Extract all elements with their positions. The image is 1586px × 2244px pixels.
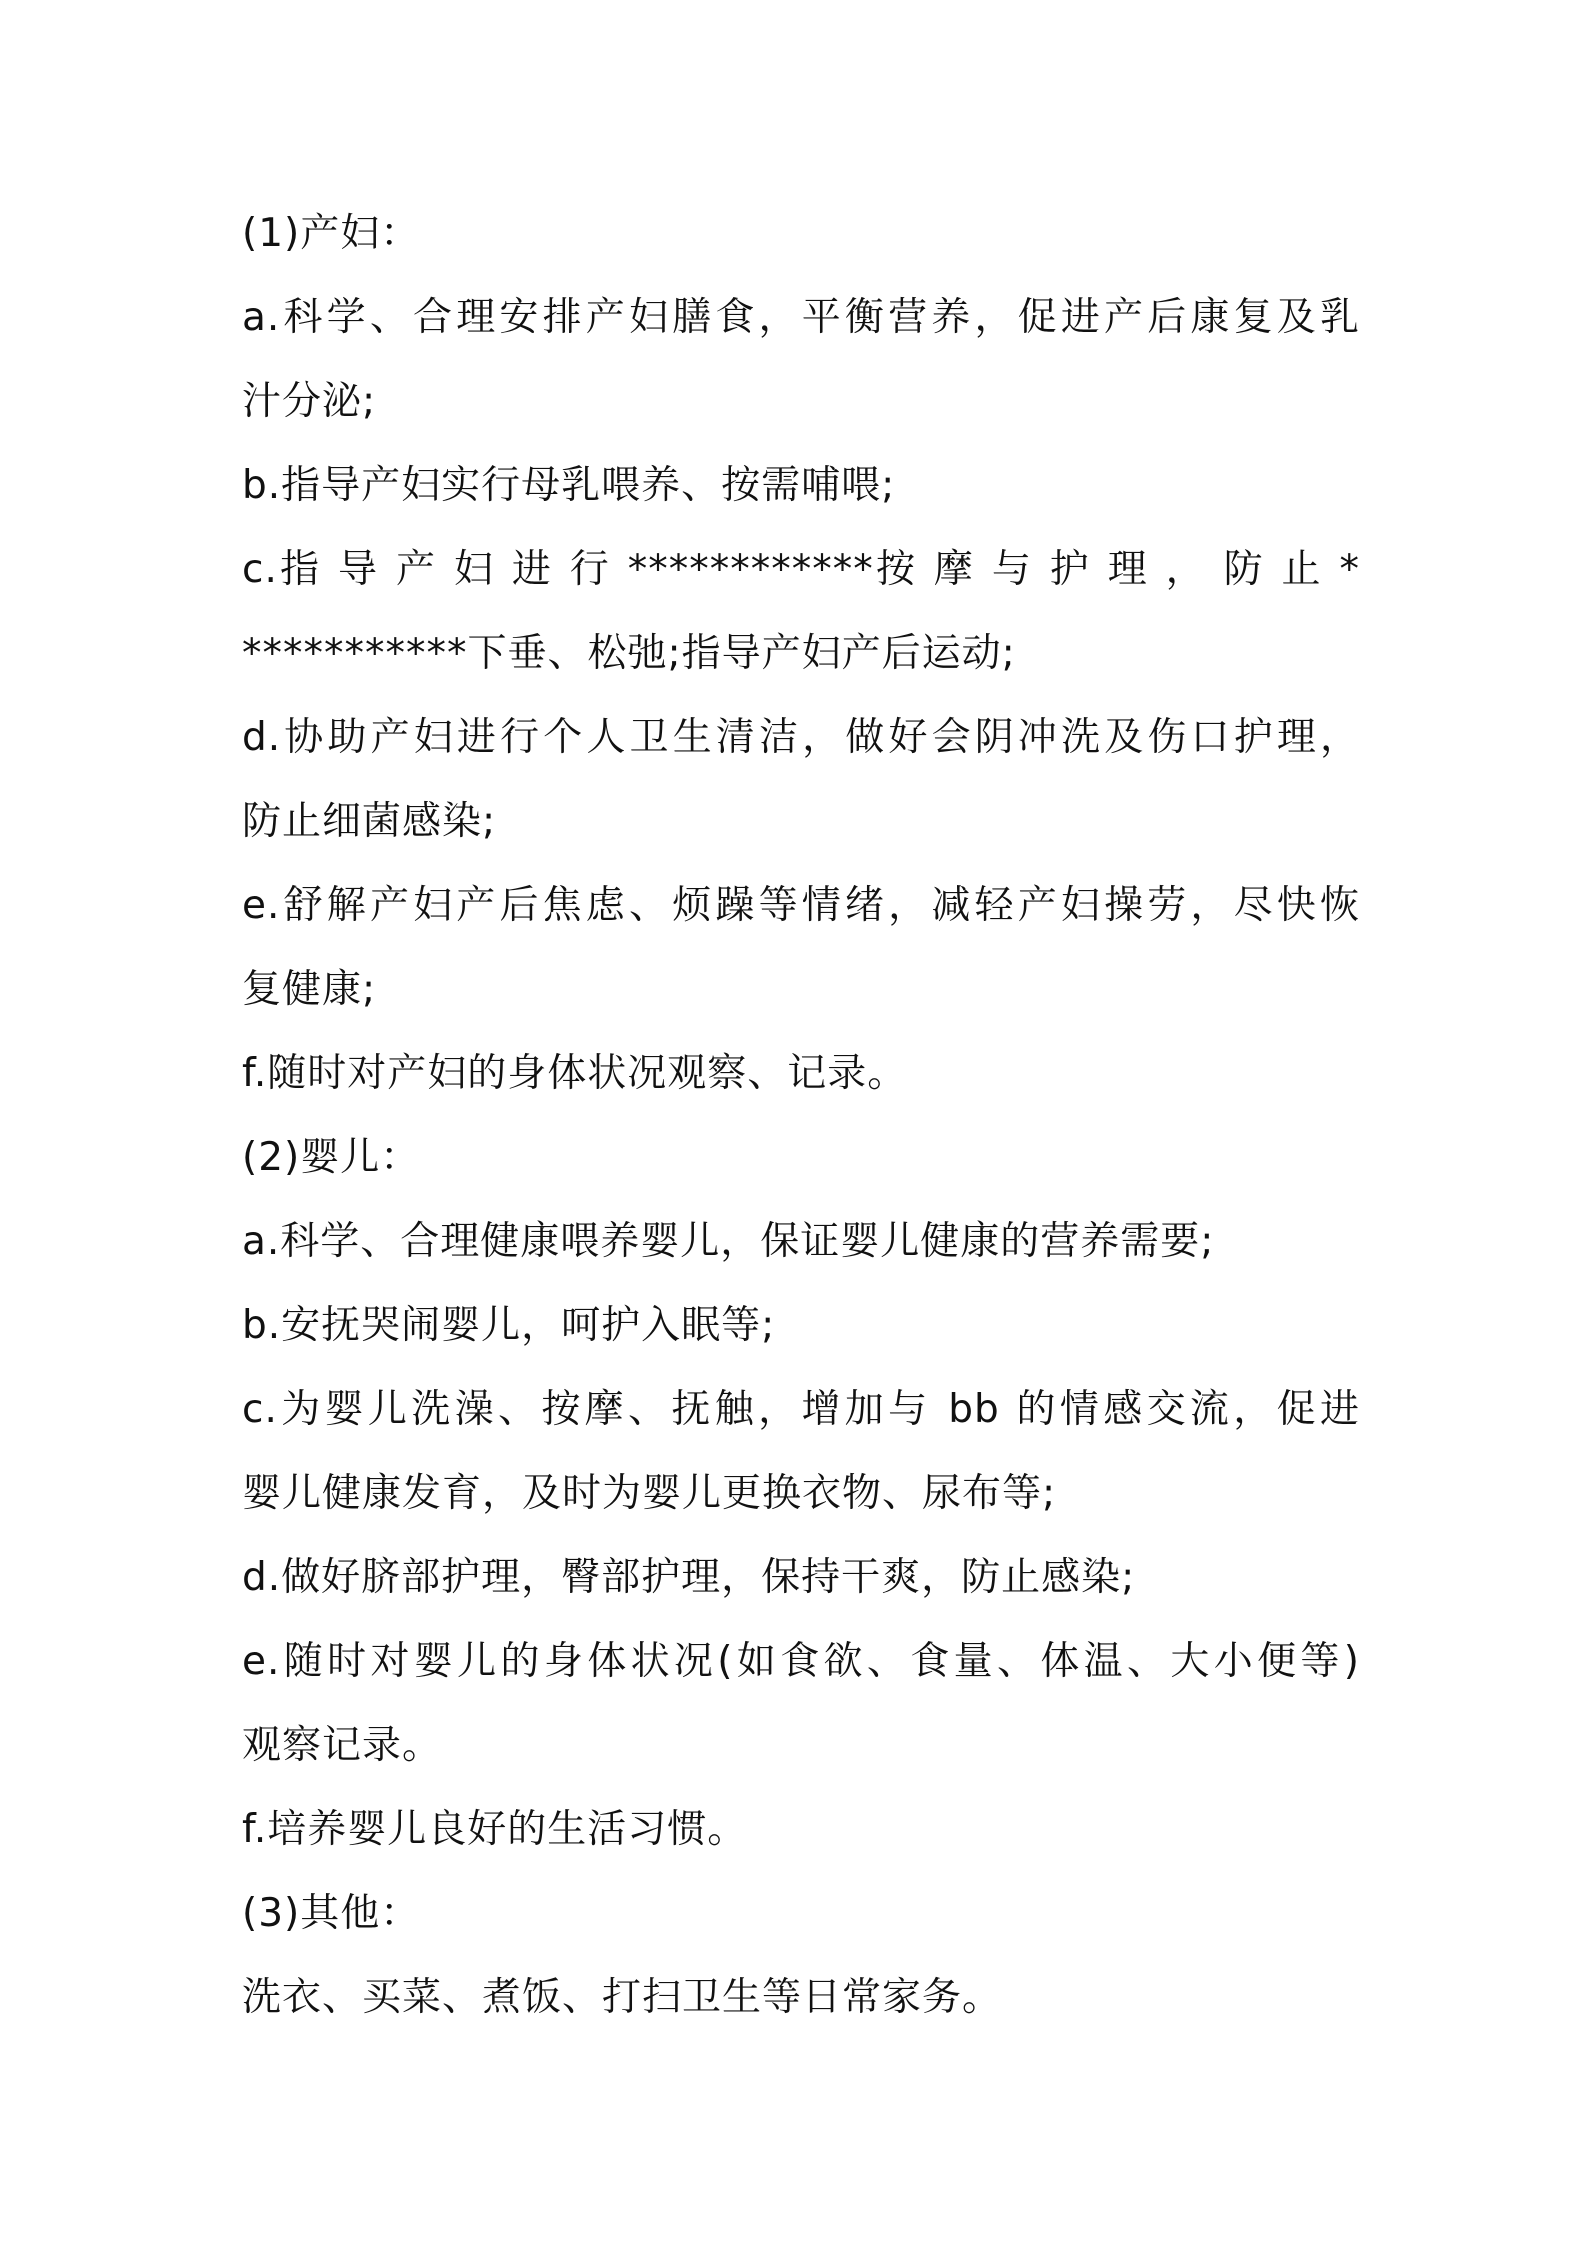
text-line: a.科学、合理安排产妇膳食，平衡营养，促进产后康复及乳	[242, 295, 1360, 340]
text-line: e.舒解产妇产后焦虑、烦躁等情绪，减轻产妇操劳，尽快恢	[242, 883, 1360, 928]
section-heading-mother: (1)产妇：	[242, 211, 421, 256]
text-line: d.做好脐部护理，臀部护理，保持干爽，防止感染;	[242, 1555, 1136, 1600]
text-line: f.培养婴儿良好的生活习惯。	[242, 1807, 748, 1852]
text-line: 婴儿健康发育，及时为婴儿更换衣物、尿布等;	[242, 1471, 1057, 1516]
text-line: f.随时对产妇的身体状况观察、记录。	[242, 1051, 908, 1096]
text-line: ***********下垂、松弛;指导产妇产后运动;	[242, 631, 1016, 676]
text-line: 洗衣、买菜、煮饭、打扫卫生等日常家务。	[242, 1975, 1003, 2020]
document-body	[242, 192, 1360, 2040]
section-heading-other: (3)其他：	[242, 1891, 421, 1936]
text-line: c.指 导 产 妇 进 行 ************按 摩 与 护 理 ， 防 止 *	[242, 547, 1360, 592]
text-line: 观察记录。	[242, 1723, 443, 1768]
text-line: d.协助产妇进行个人卫生清洁，做好会阴冲洗及伤口护理，	[242, 715, 1360, 760]
section-heading-infant: (2)婴儿：	[242, 1135, 421, 1180]
text-line: 汁分泌;	[242, 379, 377, 424]
text-line: c.为婴儿洗澡、按摩、抚触，增加与 bb 的情感交流，促进	[242, 1387, 1360, 1432]
text-line: 复健康;	[242, 967, 377, 1012]
text-line: 防止细菌感染;	[242, 799, 497, 844]
text-line: a.科学、合理健康喂养婴儿，保证婴儿健康的营养需要;	[242, 1219, 1215, 1264]
text-line: b.指导产妇实行母乳喂养、按需哺喂;	[242, 463, 896, 508]
text-line: e.随时对婴儿的身体状况(如食欲、食量、体温、大小便等)	[242, 1639, 1360, 1684]
text-line: b.安抚哭闹婴儿，呵护入眠等;	[242, 1303, 776, 1348]
